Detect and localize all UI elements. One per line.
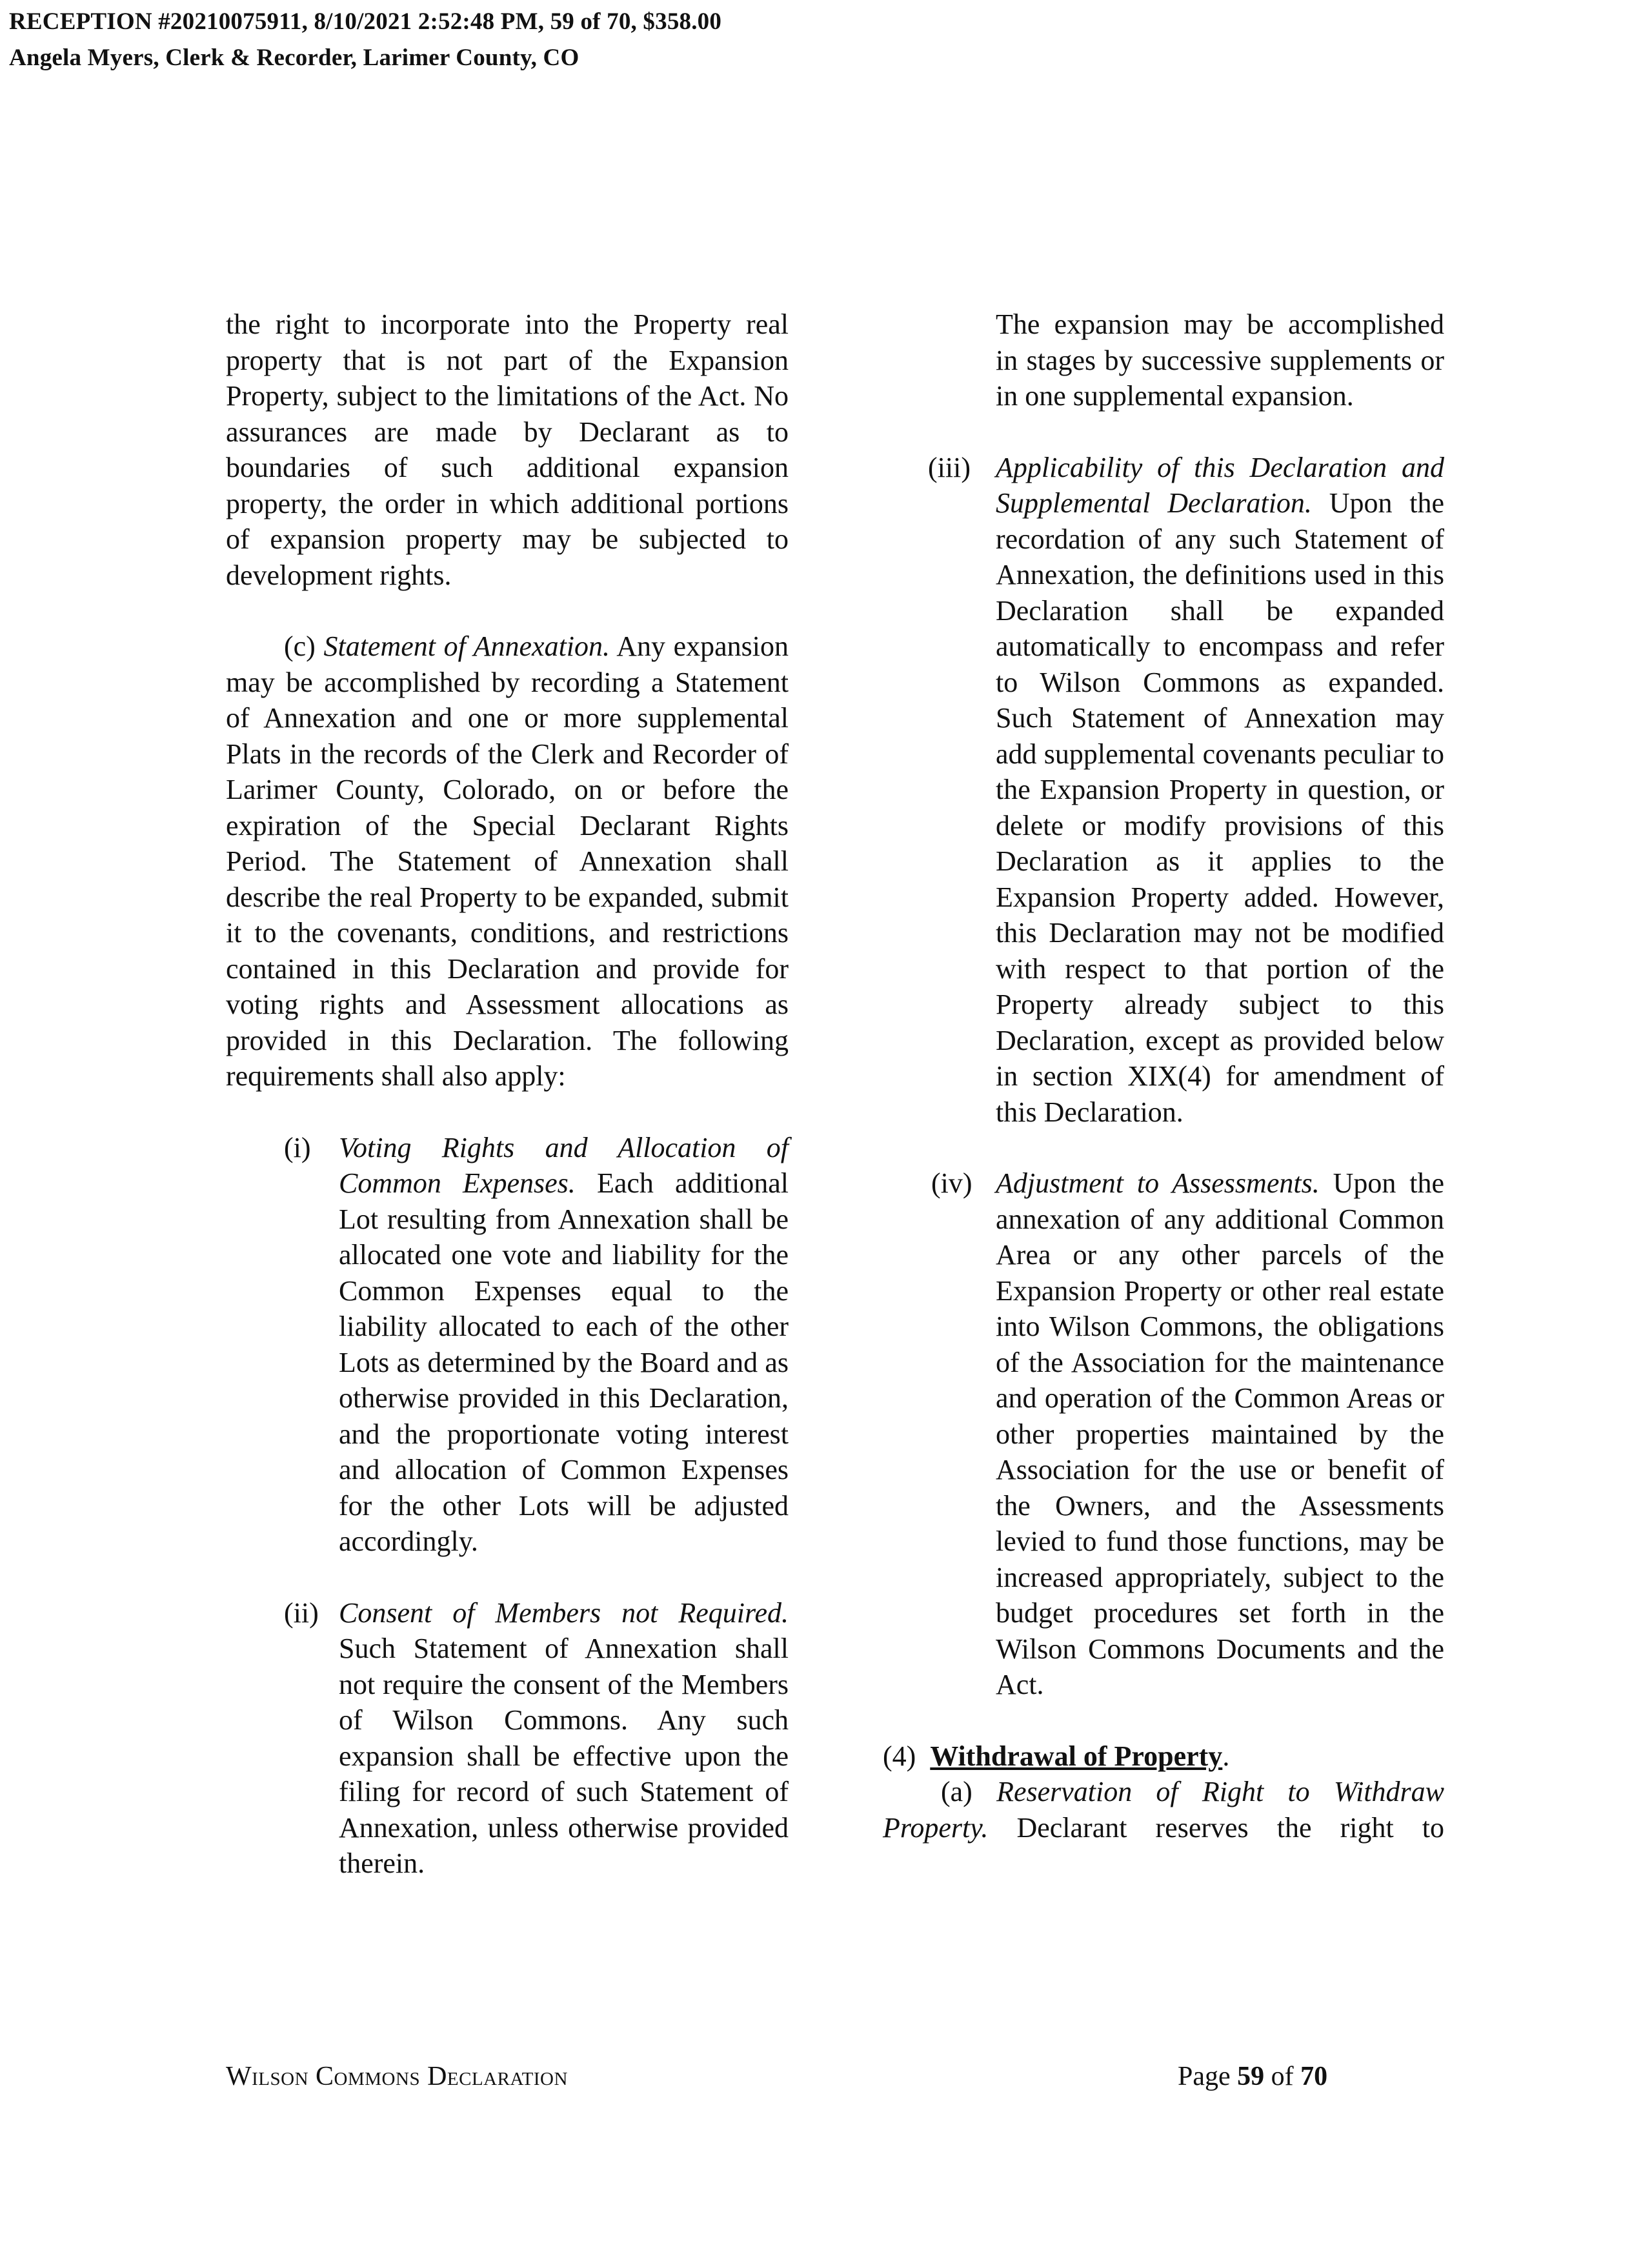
paragraph-c-title: Statement of Annexation. bbox=[323, 630, 610, 662]
paragraph-4a-text: Declarant reserves the right to bbox=[1016, 1811, 1445, 1844]
subparagraph-i-number: (i) bbox=[284, 1131, 311, 1163]
paragraph-4a bbox=[883, 1774, 1444, 1846]
section-4-heading bbox=[883, 1738, 1444, 1775]
paragraph-4a-title: Reservation of Right to Withdraw Property. bbox=[883, 1776, 1444, 1844]
paragraph-ii-continuation: The expansion may be accomplished in stages by successive supplements or in one supplemental expansion. bbox=[996, 308, 1444, 412]
subparagraph-iii-text: Upon the recordation of any such Statement of Annexation, the definitions used in this Declaration shall be expanded automatically to encompass and refer to Wilson Commons as expanded. Such Statement of Annexation may add supplemental covenants peculiar to the Expansion Property in question, or delete or modify provisions of this Declaration as it applies to the Expansion Property added. However, this Declaration may not be modified with respect to that portion of the Property already subject to this Declaration, except as provided below in section XIX(4) for amendment of this Declaration. bbox=[996, 487, 1445, 1128]
footer-page-number bbox=[1178, 2058, 1327, 2095]
page-prefix: Page bbox=[1178, 2062, 1231, 2091]
subparagraph-i-title: Voting Rights and Allocation of Common Expenses. bbox=[339, 1131, 789, 1199]
reception-line: RECEPTION #20210075911, 8/10/2021 2:52:48 PM, 59 of 70, $358.00 bbox=[9, 8, 722, 35]
paragraph-c-label: (c) bbox=[284, 630, 316, 662]
subparagraph-iv-number: (iv) bbox=[931, 1167, 972, 1199]
page-of: of bbox=[1271, 2062, 1294, 2091]
page-current: 59 bbox=[1237, 2062, 1265, 2091]
recorder-line: Angela Myers, Clerk & Recorder, Larimer County, CO bbox=[9, 45, 579, 71]
subparagraph-ii-text: Such Statement of Annexation shall not require the consent of the Members of Wilson Commons. Any such expansion shall be effective upon the filing for record of such Statement of Annexation, unless otherwise provided therein. bbox=[339, 1633, 789, 1879]
subparagraph-ii-title: Consent of Members not Required. bbox=[339, 1596, 789, 1629]
left-column bbox=[226, 307, 789, 1882]
subparagraph-iii bbox=[883, 450, 1444, 1131]
subparagraph-ii bbox=[226, 1595, 789, 1882]
paragraph-c-text: Any expansion may be accomplished by recording a Statement of Annexation and one or more supplemental Plats in the records of the Clerk and Recorder of Larimer County, Colorado, on or before the expiration of the Special Declarant Rights Period. The Statement of Annexation shall describe the real Property to be expanded, submit it to the covenants, conditions, and restrictions contained in this Declaration and provide for voting rights and Assessment allocations as provided in this Declaration. The following requirements shall also apply: bbox=[226, 630, 789, 1092]
subparagraph-i-text: Each additional Lot resulting from Annexation shall be allocated one vote and liability for the Common Expenses equal to the liability allocated to each of the other Lots as determined by the Board and as otherwise provided in this Declaration, and the proportionate voting interest and allocation of Common Expenses for the other Lots will be adjusted accordingly. bbox=[339, 1167, 789, 1557]
paragraph-4a-label: (a) bbox=[941, 1776, 972, 1807]
subparagraph-iv-text: Upon the annexation of any additional Common Area or any other parcels of the Expansion Property or other real estate into Wilson Commons, the obligations of the Association for the maintenance and operation of the Common Areas or other properties maintained by the Association for the use or benefit of the Owners, and the Assessments levied to fund those functions, may be increased appropriately, subject to the budget procedures set forth in the Wilson Commons Documents and the Act. bbox=[996, 1167, 1444, 1700]
section-4-period: . bbox=[1222, 1740, 1230, 1772]
subparagraph-ii-number: (ii) bbox=[284, 1596, 319, 1629]
section-4-number: (4) bbox=[883, 1740, 916, 1772]
right-column bbox=[883, 307, 1444, 1846]
page-total: 70 bbox=[1300, 2062, 1328, 2091]
section-4-title: Withdrawal of Property bbox=[930, 1740, 1223, 1772]
paragraph-continuation: the right to incorporate into the Property real property that is not part of the Expansion Property, subject to the limitations of the Act. No assurances are made by Declarant as to boundaries of such additional expansion property, the order in which additional portions of expansion property may be subjected to development rights. bbox=[226, 308, 789, 591]
subparagraph-iv bbox=[883, 1165, 1444, 1703]
subparagraph-i bbox=[226, 1130, 789, 1560]
recording-stamp bbox=[9, 4, 721, 76]
subparagraph-iii-number: (iii) bbox=[928, 451, 971, 483]
subparagraph-iv-title: Adjustment to Assessments. bbox=[996, 1167, 1320, 1199]
subparagraph-iii-title: Applicability of this Declaration and Supplemental Declaration. bbox=[996, 451, 1444, 519]
footer-document-title: Wilson Commons Declaration bbox=[226, 2062, 568, 2091]
paragraph-c bbox=[226, 629, 789, 1094]
